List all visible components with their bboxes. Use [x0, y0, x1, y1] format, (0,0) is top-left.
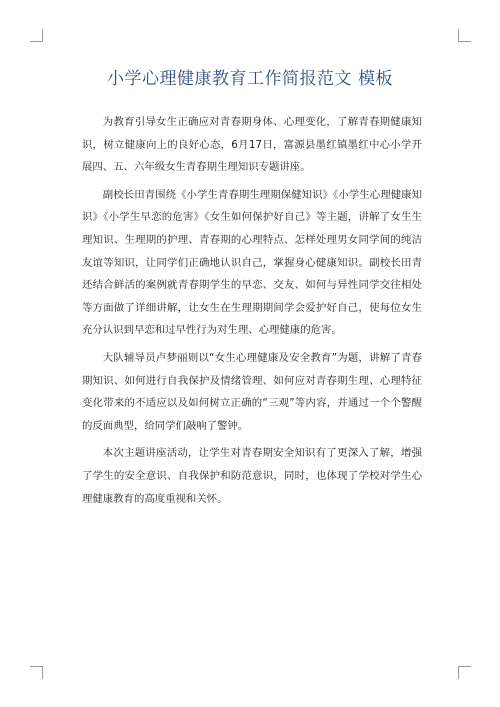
- document-body: [82, 111, 422, 515]
- paragraph-conclusion: 本次主题讲座活动，让学生对青春期安全知识有了更深入了解，增强了学生的安全意识、自我保护和防范意识，同时，也体现了学校对学生心理健康教育的高度重视和关怀。: [82, 447, 422, 505]
- paragraph-counselor-lecture: 大队辅导员卢梦丽则以“女生心理健康及安全教育”为题，讲解了青春期知识、如何进行自我保护及情绪管理、如何应对青春期生理、心理特征变化带来的不适应以及如何树立正确的“三观”等内容，并通过一个个警醒的反面典型，给同学们敲响了警钟。: [82, 351, 422, 432]
- paragraph-intro: 为教育引导女生正确应对青春期身体、心理变化，了解青春期健康知识，树立健康向上的良好心态，6月17日，富源县墨红镇墨红中心小学开展四、五、六年级女生青春期生理知识专题讲座。: [82, 116, 422, 174]
- paragraph-vice-principal-lecture: 副校长田青围绕《小学生青春期生理期保健知识》《小学生心理健康知识》《小学生早恋的危害》《女生如何保护好自己》等主题，讲解了女生生理知识、生理期的护理、青春期的心理特点、怎样处理男女同学间的纯洁友谊等知识，让同学们正确地认识自己，掌握身心健康知识。副校长田青还结合鲜活的案例就青春期学生的早恋、交友、如何与异性同学交往相处等方面做了详细讲解，让女生在生理期期间学会爱护好自己，使每位女生充分认识到早恋和过早性行为对生理、心理健康的危害。: [82, 188, 422, 337]
- corner-mark-top-right: [458, 29, 471, 42]
- corner-mark-bottom-right: [458, 666, 471, 679]
- corner-mark-bottom-left: [30, 666, 43, 679]
- corner-mark-top-left: [30, 29, 43, 42]
- document-title: 小学心理健康教育工作简报范文 模板: [107, 69, 393, 89]
